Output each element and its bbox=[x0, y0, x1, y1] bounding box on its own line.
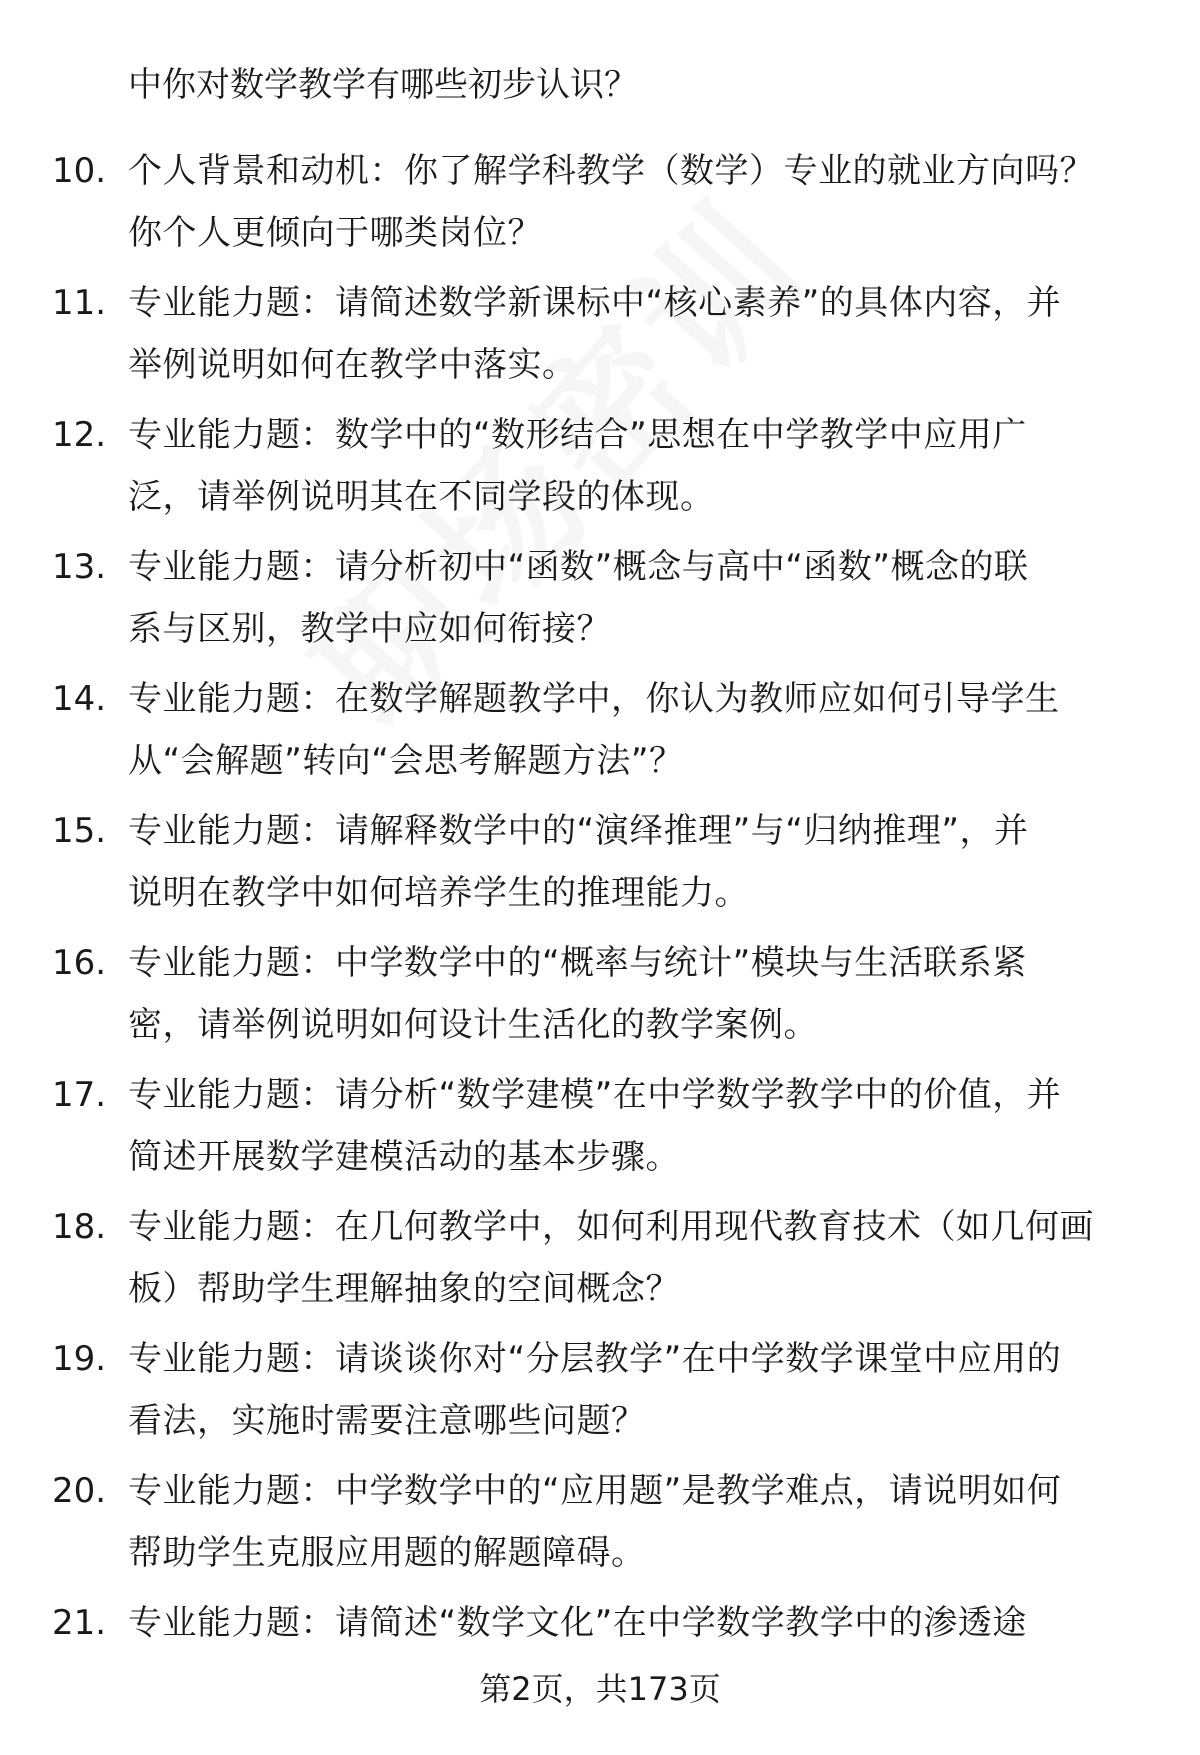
question-item bbox=[0, 404, 1200, 536]
question-text bbox=[128, 536, 1148, 660]
question-item bbox=[0, 1328, 1200, 1460]
question-number: 17. bbox=[52, 1075, 107, 1115]
question-text bbox=[128, 1460, 1148, 1584]
question-text bbox=[128, 668, 1148, 792]
question-text bbox=[128, 404, 1148, 528]
question-text-line: 举例说明如何在教学中落实。 bbox=[128, 345, 577, 385]
question-number: 11. bbox=[52, 283, 107, 323]
question-text-line: 系与区别，教学中应如何衔接？ bbox=[128, 609, 611, 649]
question-text-line: 个人背景和动机：你了解学科教学（数学）专业的就业方向吗？ bbox=[128, 151, 1094, 191]
question-text-line: 密，请举例说明如何设计生活化的教学案例。 bbox=[128, 1005, 818, 1045]
question-number: 20. bbox=[52, 1471, 107, 1511]
page-footer: 第2页，共173页 bbox=[479, 1670, 721, 1708]
question-number: 12. bbox=[52, 415, 107, 455]
question-text bbox=[128, 800, 1148, 924]
question-text-line: 专业能力题：请解释数学中的“演绎推理”与“归纳推理”，并 bbox=[128, 811, 1029, 851]
question-text-line: 板）帮助学生理解抽象的空间概念？ bbox=[128, 1269, 680, 1309]
question-text-line: 专业能力题：中学数学中的“应用题”是教学难点，请说明如何 bbox=[128, 1471, 1062, 1511]
question-text bbox=[128, 1064, 1148, 1188]
question-text bbox=[128, 1196, 1148, 1320]
question-text-line: 专业能力题：请简述数学新课标中“核心素养”的具体内容，并 bbox=[128, 283, 1062, 323]
question-text bbox=[128, 932, 1148, 1056]
question-number: 14. bbox=[52, 679, 107, 719]
question-item bbox=[0, 800, 1200, 932]
question-text-line: 说明在教学中如何培养学生的推理能力。 bbox=[128, 873, 749, 913]
question-text-line: 专业能力题：请分析初中“函数”概念与高中“函数”概念的联 bbox=[128, 547, 1029, 587]
question-list bbox=[0, 140, 1200, 1724]
question-number: 19. bbox=[52, 1339, 107, 1379]
question-text-line: 专业能力题：在数学解题教学中，你认为教师应如何引导学生 bbox=[128, 679, 1060, 719]
question-item bbox=[0, 1196, 1200, 1328]
question-item bbox=[0, 272, 1200, 404]
question-text-line: 专业能力题：请谈谈你对“分层教学”在中学数学课堂中应用的 bbox=[128, 1339, 1062, 1379]
question-text-line: 专业能力题：请简述“数学文化”在中学数学教学中的渗透途 bbox=[128, 1603, 1027, 1643]
question-text bbox=[128, 272, 1148, 396]
question-text-line: 帮助学生克服应用题的解题障碍。 bbox=[128, 1533, 646, 1573]
question-text-line: 看法，实施时需要注意哪些问题？ bbox=[128, 1401, 646, 1441]
question-number: 21. bbox=[52, 1603, 107, 1643]
question-text-line: 简述开展数学建模活动的基本步骤。 bbox=[128, 1137, 680, 1177]
question-text bbox=[128, 1328, 1148, 1452]
question-item bbox=[0, 140, 1200, 272]
question-text-line: 泛，请举例说明其在不同学段的体现。 bbox=[128, 477, 715, 517]
question-text-line: 专业能力题：请分析“数学建模”在中学数学教学中的价值，并 bbox=[128, 1075, 1062, 1115]
question-item bbox=[0, 932, 1200, 1064]
question-item bbox=[0, 1064, 1200, 1196]
question-item bbox=[0, 668, 1200, 800]
question-text-line: 专业能力题：在几何教学中，如何利用现代教育技术（如几何画 bbox=[128, 1207, 1094, 1247]
question-text-line: 你个人更倾向于哪类岗位？ bbox=[128, 213, 542, 253]
question-text-line: 专业能力题：中学数学中的“概率与统计”模块与生活联系紧 bbox=[128, 943, 1027, 983]
question-text-line: 从“会解题”转向“会思考解题方法”？ bbox=[128, 741, 684, 781]
question-number: 10. bbox=[52, 151, 107, 191]
question-number: 18. bbox=[52, 1207, 107, 1247]
question-text bbox=[128, 140, 1148, 264]
question-item bbox=[0, 536, 1200, 668]
question-number: 13. bbox=[52, 547, 107, 587]
question-number: 15. bbox=[52, 811, 107, 851]
question-text-line: 专业能力题：数学中的“数形结合”思想在中学教学中应用广 bbox=[128, 415, 1027, 455]
question-number: 16. bbox=[52, 943, 107, 983]
continuation-text: 中你对数学教学有哪些初步认识？ bbox=[128, 65, 638, 105]
question-text bbox=[128, 1592, 1148, 1654]
question-item bbox=[0, 1460, 1200, 1592]
